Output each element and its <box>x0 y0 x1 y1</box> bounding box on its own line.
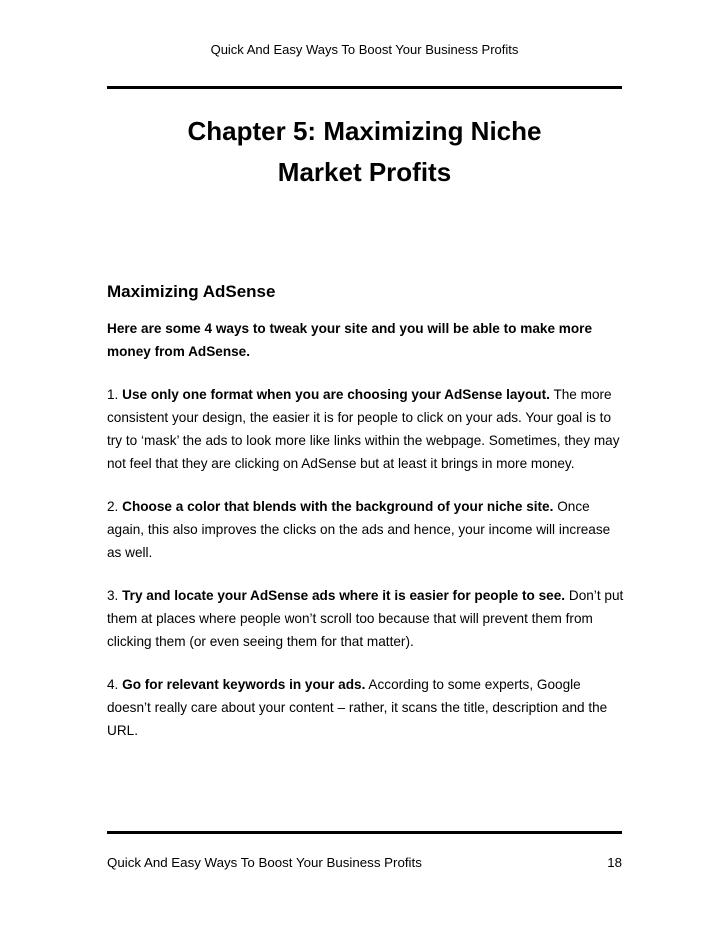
tip-number: 3. <box>107 588 119 603</box>
tip-lead: Go for relevant keywords in your ads. <box>122 677 366 692</box>
page-number: 18 <box>607 855 622 870</box>
tip-lead: Try and locate your AdSense ads where it is easier for people to see. <box>122 588 566 603</box>
tip-paragraph-4 <box>107 673 627 742</box>
tip-body: According to some experts, Google doesn’t really care about your content – rather, it scans the title, description and the URL. <box>107 677 608 738</box>
footer-title: Quick And Easy Ways To Boost Your Business Profits <box>107 855 422 870</box>
page-footer <box>107 855 622 870</box>
tip-number: 1. <box>107 387 119 402</box>
tip-number: 2. <box>107 499 119 514</box>
tip-body: Don’t put them at places where people won’t scroll too because that will prevent them from clicking them (or even seeing them for that matter). <box>107 588 624 649</box>
page-content <box>107 281 627 762</box>
tip-paragraph-1 <box>107 383 627 475</box>
header-rule <box>107 86 622 89</box>
tip-number: 4. <box>107 677 119 692</box>
chapter-title-line-1: Chapter 5: Maximizing Niche <box>187 116 542 146</box>
tip-paragraph-3 <box>107 584 627 653</box>
running-header: Quick And Easy Ways To Boost Your Business Profits <box>210 42 519 57</box>
chapter-title-line-2: Market Profits <box>277 157 452 187</box>
chapter-title <box>107 111 622 193</box>
intro-paragraph: Here are some 4 ways to tweak your site and you will be able to make more money from AdSense. <box>107 321 593 359</box>
footer-rule <box>107 831 622 834</box>
section-heading: Maximizing AdSense <box>107 282 276 301</box>
tip-lead: Use only one format when you are choosing your AdSense layout. <box>122 387 550 402</box>
tip-lead: Choose a color that blends with the background of your niche site. <box>122 499 554 514</box>
tip-body: Once again, this also improves the clicks on the ads and hence, your income will increase as well. <box>107 499 611 560</box>
tip-body: The more consistent your design, the easier it is for people to click on your ads. Your goal is to try to ‘mask’ the ads to look more like links within the webpage. Sometimes, they may not feel that they are clicking on AdSense but at least it brings in more money. <box>107 387 620 471</box>
tip-paragraph-2 <box>107 495 627 564</box>
